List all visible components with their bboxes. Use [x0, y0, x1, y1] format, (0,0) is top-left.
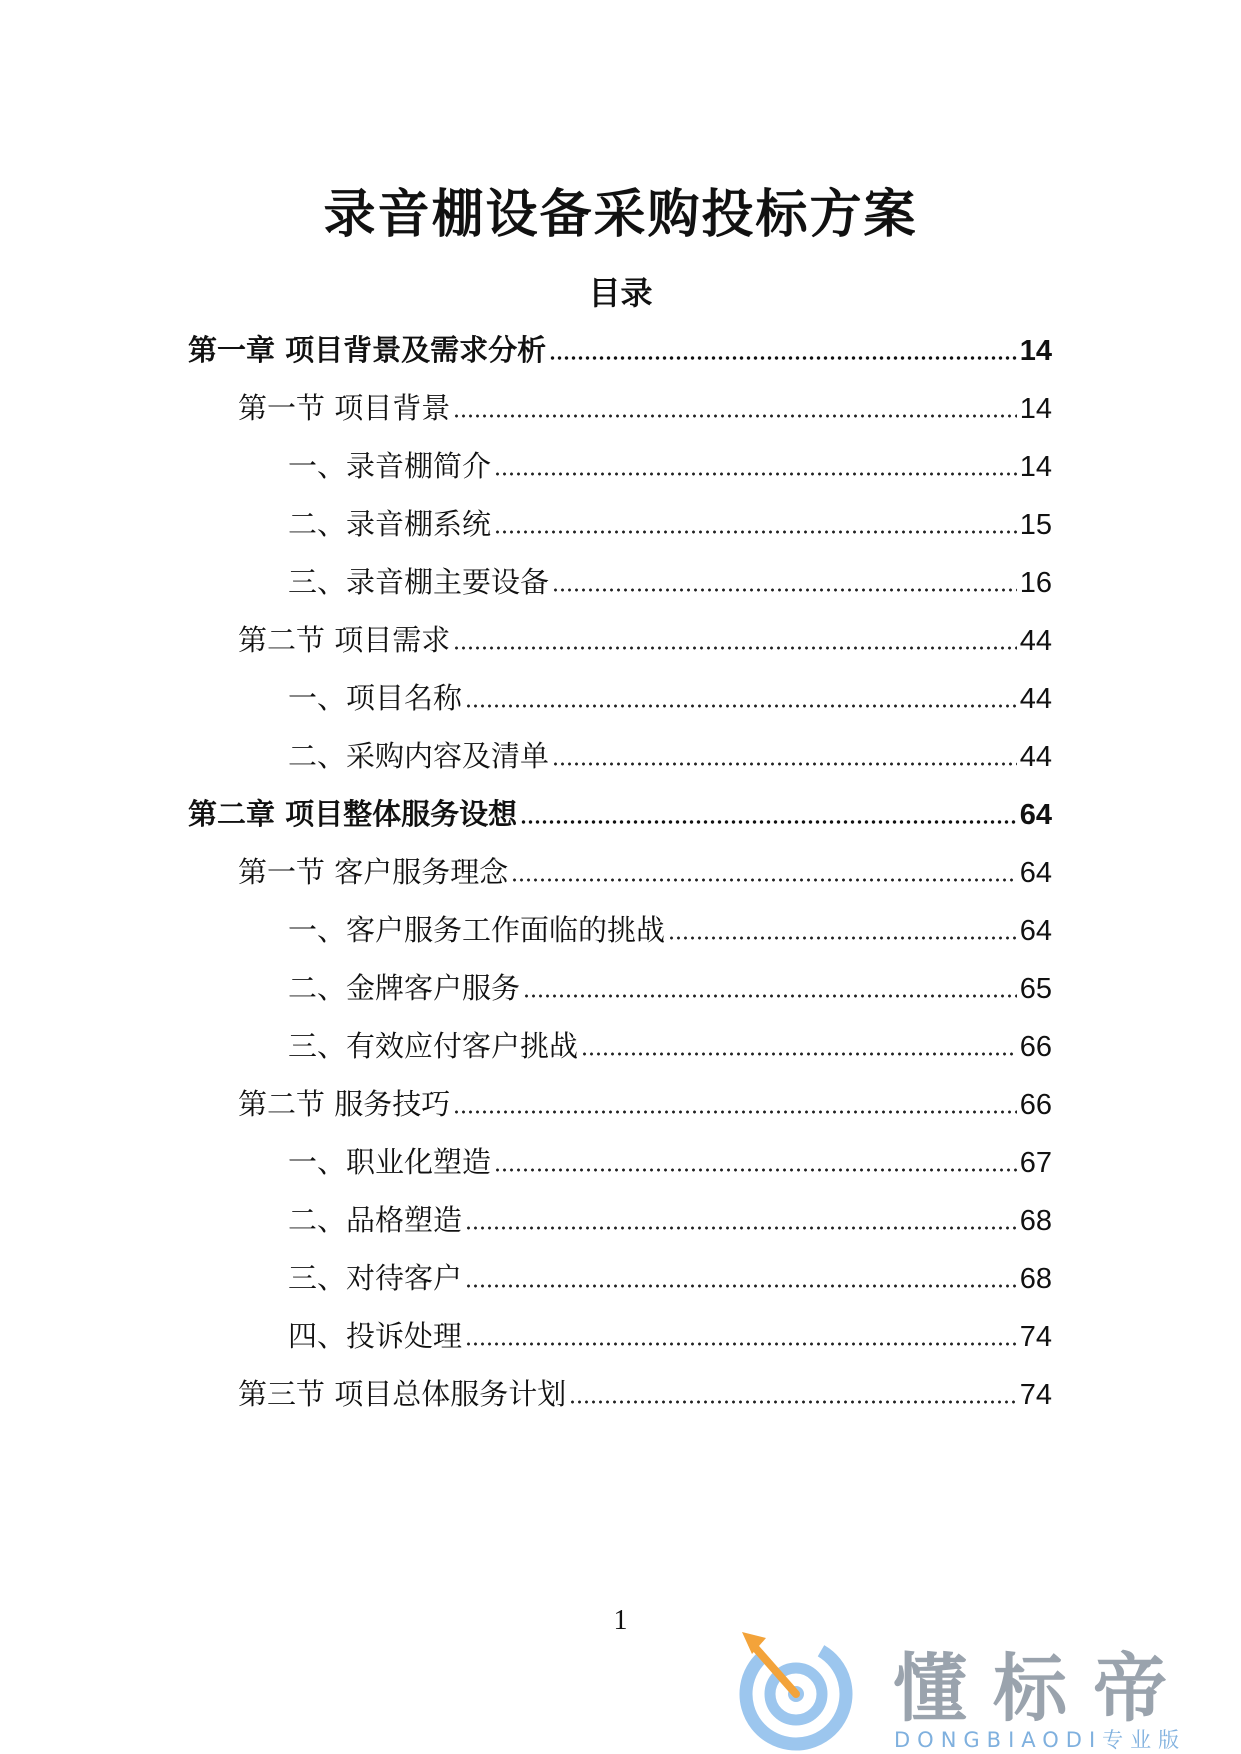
toc-entry-text: 第二节 服务技巧 [238, 1087, 451, 1121]
toc-entry-text: 第三节 项目总体服务计划 [238, 1377, 567, 1411]
toc-entry-chapter[interactable] [188, 330, 1052, 370]
toc-leader-dots [494, 1168, 1017, 1172]
toc-page-number: 64 [1019, 799, 1052, 831]
toc-entry-text: 二、金牌客户服务 [288, 971, 521, 1005]
toc-leader-dots [552, 588, 1017, 592]
toc-leader-dots [520, 820, 1017, 824]
toc-entry-text: 一、客户服务工作面临的挑战 [288, 913, 666, 947]
toc-leader-dots [549, 356, 1017, 360]
toc-leader-dots [494, 472, 1017, 476]
toc-entry-section[interactable] [238, 1084, 1052, 1124]
toc-entry-text: 三、有效应付客户挑战 [288, 1029, 579, 1063]
watermark-subtitle: DONGBIAODI专业版 [894, 1728, 1187, 1752]
toc-leader-dots [511, 878, 1017, 882]
toc-leader-dots [569, 1400, 1017, 1404]
toc-leader-dots [581, 1052, 1017, 1056]
toc-leader-dots [453, 414, 1017, 418]
toc-leader-dots [465, 1284, 1017, 1288]
toc-page-number: 67 [1019, 1147, 1052, 1179]
toc-entry-section[interactable] [238, 388, 1052, 428]
toc-entry-text: 三、录音棚主要设备 [288, 565, 550, 599]
toc-entry-text: 一、项目名称 [288, 681, 463, 715]
toc-entry-item[interactable] [288, 1316, 1052, 1356]
toc-page-number: 66 [1019, 1089, 1052, 1121]
toc-entry-section[interactable] [238, 620, 1052, 660]
toc-leader-dots [668, 936, 1017, 940]
toc-page-number: 14 [1019, 335, 1052, 367]
toc-entry-item[interactable] [288, 910, 1052, 950]
toc-page-number: 64 [1019, 915, 1052, 947]
toc-entry-text: 二、录音棚系统 [288, 507, 492, 541]
toc-page-number: 16 [1019, 567, 1052, 599]
toc-entry-text: 三、对待客户 [288, 1261, 463, 1295]
toc-page-number: 44 [1019, 741, 1052, 773]
toc-entry-item[interactable] [288, 562, 1052, 602]
toc-entry-text: 第一节 项目背景 [238, 391, 451, 425]
toc-leader-dots [465, 1226, 1017, 1230]
toc-entry-item[interactable] [288, 736, 1052, 776]
toc-entry-text: 一、录音棚简介 [288, 449, 492, 483]
document-title: 录音棚设备采购投标方案 [323, 185, 918, 245]
toc-leader-dots [465, 704, 1017, 708]
toc-entry-chapter[interactable] [188, 794, 1052, 834]
toc-entry-section[interactable] [238, 852, 1052, 892]
toc-page-number: 68 [1019, 1263, 1052, 1295]
toc-entry-item[interactable] [288, 1026, 1052, 1066]
toc-entry-item[interactable] [288, 1200, 1052, 1240]
toc-entry-text: 一、职业化塑造 [288, 1145, 492, 1179]
toc-entry-section[interactable] [238, 1374, 1052, 1414]
toc-entry-item[interactable] [288, 968, 1052, 1008]
toc-entry-text: 四、投诉处理 [288, 1319, 463, 1353]
toc-page-number: 15 [1019, 509, 1052, 541]
page-number: 1 [613, 1605, 628, 1636]
toc-page-number: 14 [1019, 451, 1052, 483]
toc-page-number: 74 [1019, 1379, 1052, 1411]
toc-entry-item[interactable] [288, 504, 1052, 544]
toc-entry-text: 第二章 项目整体服务设想 [188, 797, 518, 831]
toc-leader-dots [494, 530, 1017, 534]
toc-page-number: 14 [1019, 393, 1052, 425]
toc-leader-dots [523, 994, 1017, 998]
toc-heading: 目录 [588, 274, 653, 312]
toc-entry-item[interactable] [288, 1142, 1052, 1182]
toc-page-number: 65 [1019, 973, 1052, 1005]
toc-entry-text: 第一章 项目背景及需求分析 [188, 333, 547, 367]
toc-entry-item[interactable] [288, 1258, 1052, 1298]
toc-page-number: 66 [1019, 1031, 1052, 1063]
toc-page-number: 74 [1019, 1321, 1052, 1353]
toc-entry-item[interactable] [288, 446, 1052, 486]
toc-leader-dots [465, 1342, 1017, 1346]
toc-page-number: 44 [1019, 625, 1052, 657]
toc-entry-item[interactable] [288, 678, 1052, 718]
target-dart-logo-icon [738, 1622, 868, 1752]
toc-leader-dots [453, 646, 1017, 650]
toc-page-number: 68 [1019, 1205, 1052, 1237]
toc-page-number: 64 [1019, 857, 1052, 889]
toc-leader-dots [552, 762, 1017, 766]
watermark [738, 1622, 1241, 1754]
toc-entry-text: 二、采购内容及清单 [288, 739, 550, 773]
toc-entry-text: 第一节 客户服务理念 [238, 855, 509, 889]
toc-page-number: 44 [1019, 683, 1052, 715]
watermark-brand: 懂标帝 [893, 1646, 1193, 1732]
toc-entry-text: 二、品格塑造 [288, 1203, 463, 1237]
toc-leader-dots [453, 1110, 1017, 1114]
toc-entry-text: 第二节 项目需求 [238, 623, 451, 657]
